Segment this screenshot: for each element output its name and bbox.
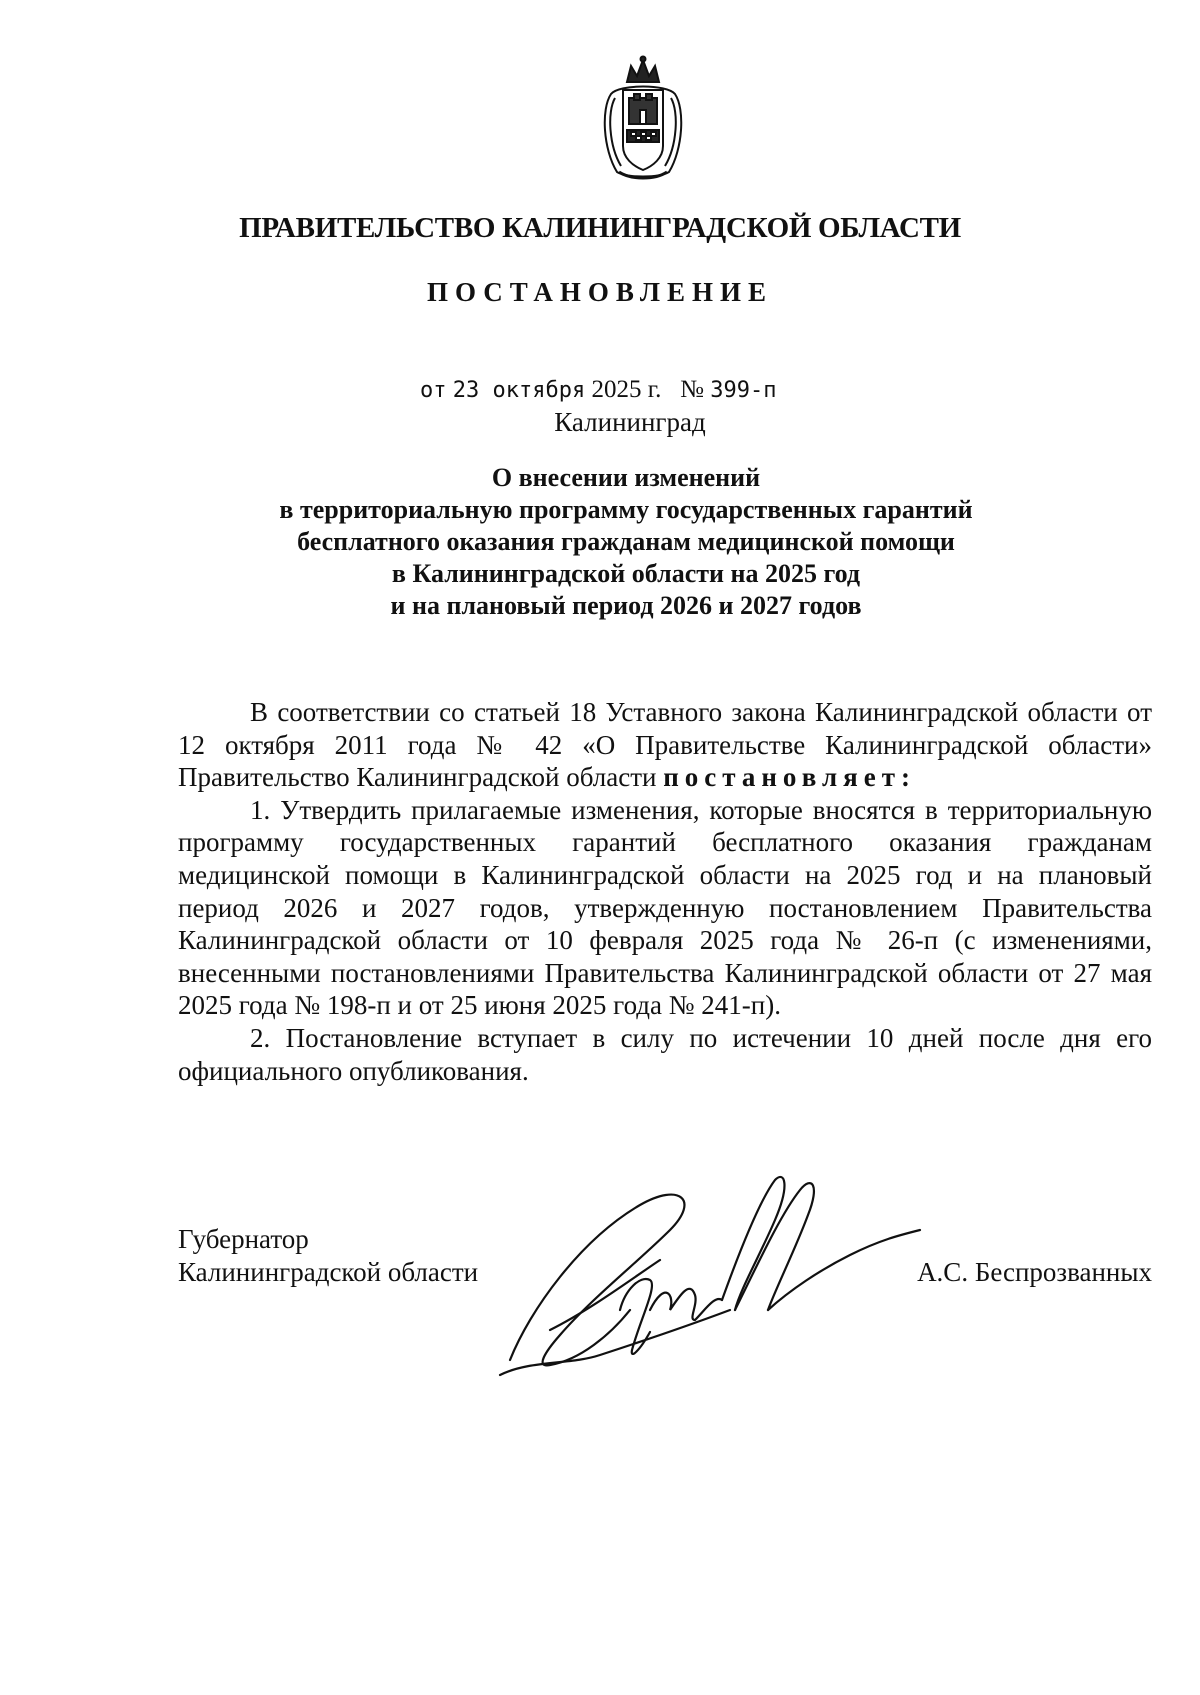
coat-of-arms-icon [597, 54, 689, 184]
handwritten-signature-icon [490, 1160, 940, 1390]
city-name: Калининград [554, 407, 706, 437]
preamble-text: В соответствии со статьей 18 Уставного закона Калининградской области от 12 октября 2011 года № 42 «О Правительстве Калининградской области» Правительство Калининградской области [178, 697, 1152, 793]
date-year: 2025 г. [591, 376, 662, 403]
item-2-paragraph: 2. Постановление вступает в силу по истечении 10 дней после дня его официального опубликования. [178, 1022, 1152, 1086]
signer-position [178, 1223, 478, 1289]
document-subject [0, 462, 1200, 622]
subject-line: О внесении изменений [491, 463, 761, 492]
subject-line: в территориальную программу государственных гарантий [279, 495, 973, 524]
signer-position-line: Калининградской области [178, 1257, 479, 1287]
subject-line: в Калининградской области на 2025 год [391, 559, 861, 588]
document-body [178, 696, 1152, 1087]
date-number-line [420, 376, 776, 404]
decree-word: постановляет: [663, 762, 916, 793]
date-prefix: от [420, 378, 447, 403]
document-number: 399-п [710, 378, 777, 403]
signer-position-line: Губернатор [178, 1224, 309, 1254]
subject-line: и на плановый период 2026 и 2027 годов [390, 591, 862, 620]
preamble-paragraph [178, 696, 1152, 794]
signer-name: А.С. Беспрозванных [917, 1257, 1152, 1287]
government-title: ПРАВИТЕЛЬСТВО КАЛИНИНГРАДСКОЙ ОБЛАСТИ [239, 212, 961, 244]
item-1-paragraph: 1. Утвердить прилагаемые изменения, которые вносятся в территориальную программу государственных гарантий бесплатного оказания гражданам медицинской помощи в Калининградской области на 2025 год и на плановый период 2026 и 2027 годов, утвержденную постановлением Правительства Калининградской области от 10 февраля 2025 года № 26-п (с изменениями, внесенными постановлениями Правительства Калининградской области от 27 мая 2025 года № 198-п и от 25 июня 2025 года № 241-п). [178, 794, 1152, 1021]
document-type-title: ПОСТАНОВЛЕНИЕ [426, 277, 774, 307]
subject-line: бесплатного оказания гражданам медицинской помощи [297, 527, 955, 556]
date-day-month: 23 октября [452, 378, 586, 403]
number-sign: № [680, 376, 704, 403]
